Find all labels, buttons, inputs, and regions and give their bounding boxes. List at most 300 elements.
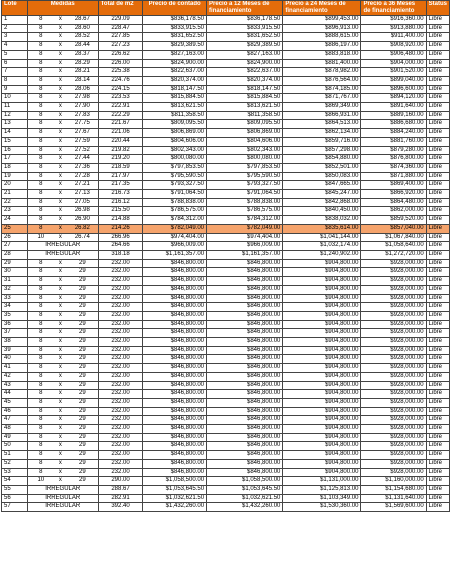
cell-contado: $813,621.50 <box>143 103 207 112</box>
cell-contado: $788,838.00 <box>143 198 207 207</box>
cell-medida-frente: 10 <box>27 233 54 242</box>
cell-total-m2: 224.76 <box>98 76 143 85</box>
cell-total-m2: 215.50 <box>98 207 143 216</box>
cell-36-meses: $928,000.00 <box>361 355 426 364</box>
cell-total-m2: 220.44 <box>98 137 143 146</box>
cell-36-meses: $928,000.00 <box>361 311 426 320</box>
cell-12-meses: $831,652.50 <box>207 33 283 42</box>
cell-medida-x: x <box>54 198 67 207</box>
cell-lote: 24 <box>2 216 28 225</box>
cell-status: Libre <box>426 76 449 85</box>
cell-medida-frente: 8 <box>27 303 54 312</box>
cell-status: Libre <box>426 320 449 329</box>
cell-medida-frente: 8 <box>27 76 54 85</box>
cell-24-meses: $1,032,174.00 <box>283 242 361 251</box>
cell-contado: $795,590.50 <box>143 172 207 181</box>
cell-lote: 28 <box>2 250 28 259</box>
table-row <box>2 364 450 373</box>
cell-medida-frente: 10 <box>27 477 54 486</box>
cell-contado: $974,404.00 <box>143 233 207 242</box>
cell-contado: $846,800.00 <box>143 277 207 286</box>
cell-lote: 25 <box>2 224 28 233</box>
cell-status: Libre <box>426 216 449 225</box>
cell-lote: 14 <box>2 129 28 138</box>
cell-36-meses: $901,520.00 <box>361 68 426 77</box>
cell-medida-x: x <box>54 433 67 442</box>
cell-total-m2: 392.40 <box>98 503 143 512</box>
cell-medida-frente: 8 <box>27 442 54 451</box>
cell-24-meses: $904,800.00 <box>283 433 361 442</box>
cell-status: Libre <box>426 207 449 216</box>
cell-contado: $846,800.00 <box>143 433 207 442</box>
cell-total-m2: 232.00 <box>98 294 143 303</box>
cell-total-m2: 216.12 <box>98 198 143 207</box>
cell-status: Libre <box>426 338 449 347</box>
cell-36-meses: $928,000.00 <box>361 390 426 399</box>
cell-total-m2: 232.00 <box>98 372 143 381</box>
cell-total-m2: 232.00 <box>98 398 143 407</box>
cell-status: Libre <box>426 50 449 59</box>
cell-12-meses: $846,800.00 <box>207 398 283 407</box>
cell-36-meses: $928,000.00 <box>361 451 426 460</box>
cell-medida-frente: 8 <box>27 129 54 138</box>
cell-12-meses: $797,853.50 <box>207 163 283 172</box>
cell-contado: $1,161,357.00 <box>143 250 207 259</box>
cell-24-meses: $896,913.00 <box>283 24 361 33</box>
cell-medida-frente: 8 <box>27 407 54 416</box>
cell-36-meses: $859,520.00 <box>361 216 426 225</box>
cell-lote: 47 <box>2 416 28 425</box>
cell-36-meses: $864,480.00 <box>361 198 426 207</box>
cell-36-meses: $928,000.00 <box>361 468 426 477</box>
cell-status: Libre <box>426 425 449 434</box>
cell-medida-fondo: 27.59 <box>67 137 98 146</box>
table-row <box>2 16 450 25</box>
cell-medida-x: x <box>54 59 67 68</box>
cell-contado: $846,800.00 <box>143 259 207 268</box>
cell-total-m2: 214.88 <box>98 216 143 225</box>
cell-medida-fondo: 28.29 <box>67 59 98 68</box>
cell-medida-fondo: 29 <box>67 320 98 329</box>
cell-medida-fondo: 26.90 <box>67 216 98 225</box>
cell-medida-frente: 8 <box>27 364 54 373</box>
cell-medida-x: x <box>54 129 67 138</box>
cell-36-meses: $866,920.00 <box>361 190 426 199</box>
cell-total-m2: 223.53 <box>98 94 143 103</box>
cell-medida-fondo: 29 <box>67 416 98 425</box>
cell-medida-x: x <box>54 442 67 451</box>
cell-36-meses: $928,000.00 <box>361 381 426 390</box>
cell-12-meses: $846,800.00 <box>207 442 283 451</box>
cell-medida-fondo: 29 <box>67 311 98 320</box>
cell-contado: $797,853.50 <box>143 163 207 172</box>
cell-medida-x: x <box>54 372 67 381</box>
cell-medida-frente: 8 <box>27 50 54 59</box>
cell-status: Libre <box>426 59 449 68</box>
cell-medida-frente: 8 <box>27 433 54 442</box>
cell-medida-x: x <box>54 416 67 425</box>
table-row <box>2 381 450 390</box>
cell-24-meses: $840,450.00 <box>283 207 361 216</box>
cell-total-m2: 225.38 <box>98 68 143 77</box>
cell-medida-fondo: 28.14 <box>67 76 98 85</box>
cell-24-meses: $1,125,813.00 <box>283 485 361 494</box>
cell-medida-frente: 8 <box>27 329 54 338</box>
cell-medida-x: x <box>54 364 67 373</box>
cell-medida-x: x <box>54 451 67 460</box>
cell-medida-fondo: 28.52 <box>67 33 98 42</box>
cell-medida-x: x <box>54 285 67 294</box>
cell-36-meses: $871,880.00 <box>361 172 426 181</box>
cell-medida-frente: 8 <box>27 259 54 268</box>
cell-contado: $827,163.00 <box>143 50 207 59</box>
cell-contado: $846,800.00 <box>143 468 207 477</box>
cell-status: Libre <box>426 503 449 512</box>
cell-medida-frente: 8 <box>27 172 54 181</box>
cell-medida-fondo: 27.28 <box>67 172 98 181</box>
table-row <box>2 485 450 494</box>
cell-medida-fondo: 26.98 <box>67 207 98 216</box>
cell-lote: 43 <box>2 381 28 390</box>
cell-24-meses: $904,800.00 <box>283 442 361 451</box>
cell-24-meses: $850,083.00 <box>283 172 361 181</box>
cell-total-m2: 229.09 <box>98 16 143 25</box>
cell-36-meses: $928,000.00 <box>361 416 426 425</box>
cell-lote: 52 <box>2 459 28 468</box>
table-row <box>2 398 450 407</box>
cell-medida-x: x <box>54 120 67 129</box>
cell-36-meses: $881,760.00 <box>361 137 426 146</box>
cell-24-meses: $876,564.00 <box>283 76 361 85</box>
cell-24-meses: $904,800.00 <box>283 311 361 320</box>
cell-medida-fondo: 29 <box>67 259 98 268</box>
cell-12-meses: $846,800.00 <box>207 355 283 364</box>
cell-total-m2: 232.00 <box>98 277 143 286</box>
cell-medida-x: x <box>54 155 67 164</box>
table-row <box>2 146 450 155</box>
cell-medida-fondo: 29 <box>67 442 98 451</box>
cell-medidas-irregular: IRREGULAR <box>27 503 98 512</box>
cell-12-meses: $1,161,357.00 <box>207 250 283 259</box>
cell-medida-x: x <box>54 398 67 407</box>
cell-status: Libre <box>426 111 449 120</box>
cell-contado: $791,064.50 <box>143 190 207 199</box>
cell-medida-x: x <box>54 381 67 390</box>
cell-36-meses: $928,000.00 <box>361 320 426 329</box>
cell-status: Libre <box>426 390 449 399</box>
table-row <box>2 129 450 138</box>
cell-status: Libre <box>426 172 449 181</box>
cell-medida-fondo: 29 <box>67 381 98 390</box>
cell-medida-fondo: 28.60 <box>67 24 98 33</box>
cell-contado: $804,606.00 <box>143 137 207 146</box>
cell-36-meses: $928,000.00 <box>361 268 426 277</box>
cell-contado: $786,575.00 <box>143 207 207 216</box>
cell-medida-x: x <box>54 294 67 303</box>
cell-24-meses: $904,800.00 <box>283 303 361 312</box>
price-table <box>1 0 450 512</box>
cell-medida-frente: 8 <box>27 146 54 155</box>
cell-status: Libre <box>426 303 449 312</box>
cell-lote: 7 <box>2 68 28 77</box>
cell-36-meses: $869,400.00 <box>361 181 426 190</box>
cell-medida-fondo: 29 <box>67 477 98 486</box>
cell-medida-fondo: 28.37 <box>67 50 98 59</box>
cell-status: Libre <box>426 268 449 277</box>
cell-contado: $800,080.00 <box>143 155 207 164</box>
cell-contado: $836,178.50 <box>143 16 207 25</box>
cell-medida-frente: 8 <box>27 294 54 303</box>
cell-medida-frente: 8 <box>27 198 54 207</box>
header-36-meses: Precio a 36 Meses de financiamiento <box>361 1 426 16</box>
cell-36-meses: $1,569,600.00 <box>361 503 426 512</box>
cell-medida-x: x <box>54 146 67 155</box>
cell-36-meses: $1,272,720.00 <box>361 250 426 259</box>
cell-36-meses: $906,480.00 <box>361 50 426 59</box>
cell-medida-fondo: 29 <box>67 329 98 338</box>
cell-36-meses: $1,058,640.00 <box>361 242 426 251</box>
cell-total-m2: 217.35 <box>98 181 143 190</box>
cell-24-meses: $1,530,360.00 <box>283 503 361 512</box>
cell-status: Libre <box>426 355 449 364</box>
cell-contado: $846,800.00 <box>143 285 207 294</box>
cell-status: Libre <box>426 129 449 138</box>
cell-medida-x: x <box>54 94 67 103</box>
cell-24-meses: $904,800.00 <box>283 346 361 355</box>
cell-total-m2: 232.00 <box>98 425 143 434</box>
cell-24-meses: $904,800.00 <box>283 364 361 373</box>
cell-contado: $1,058,500.00 <box>143 477 207 486</box>
cell-medida-fondo: 26.82 <box>67 224 98 233</box>
cell-contado: $846,800.00 <box>143 459 207 468</box>
cell-24-meses: $904,800.00 <box>283 329 361 338</box>
header-total-m2: Total de m2 <box>98 1 143 16</box>
cell-total-m2: 216.73 <box>98 190 143 199</box>
cell-total-m2: 227.85 <box>98 33 143 42</box>
cell-12-meses: $846,800.00 <box>207 451 283 460</box>
table-row <box>2 259 450 268</box>
table-row <box>2 425 450 434</box>
cell-12-meses: $846,800.00 <box>207 259 283 268</box>
cell-status: Libre <box>426 285 449 294</box>
cell-lote: 20 <box>2 181 28 190</box>
cell-total-m2: 226.62 <box>98 50 143 59</box>
cell-status: Libre <box>426 103 449 112</box>
cell-12-meses: $836,178.50 <box>207 16 283 25</box>
cell-medida-x: x <box>54 459 67 468</box>
cell-medida-x: x <box>54 42 67 51</box>
cell-24-meses: $904,800.00 <box>283 259 361 268</box>
cell-24-meses: $899,453.00 <box>283 16 361 25</box>
cell-24-meses: $838,032.00 <box>283 216 361 225</box>
cell-medidas-irregular: IRREGULAR <box>27 242 98 251</box>
cell-medida-x: x <box>54 216 67 225</box>
table-row <box>2 59 450 68</box>
cell-24-meses: $842,868.00 <box>283 198 361 207</box>
cell-24-meses: $1,131,000.00 <box>283 477 361 486</box>
cell-contado: $820,374.00 <box>143 76 207 85</box>
cell-status: Libre <box>426 381 449 390</box>
cell-contado: $1,432,260.00 <box>143 503 207 512</box>
cell-12-meses: $820,374.00 <box>207 76 283 85</box>
cell-medida-fondo: 29 <box>67 285 98 294</box>
cell-status: Libre <box>426 94 449 103</box>
table-row <box>2 442 450 451</box>
cell-contado: $846,800.00 <box>143 320 207 329</box>
cell-total-m2: 232.00 <box>98 268 143 277</box>
table-row <box>2 111 450 120</box>
cell-12-meses: $974,404.00 <box>207 233 283 242</box>
cell-total-m2: 232.00 <box>98 451 143 460</box>
cell-12-meses: $846,800.00 <box>207 407 283 416</box>
table-row <box>2 233 450 242</box>
cell-medida-fondo: 29 <box>67 303 98 312</box>
cell-24-meses: $904,800.00 <box>283 338 361 347</box>
cell-lote: 17 <box>2 155 28 164</box>
cell-12-meses: $846,800.00 <box>207 277 283 286</box>
cell-contado: $846,800.00 <box>143 451 207 460</box>
cell-12-meses: $824,900.00 <box>207 59 283 68</box>
table-row <box>2 24 450 33</box>
table-row <box>2 459 450 468</box>
cell-24-meses: $904,800.00 <box>283 268 361 277</box>
cell-24-meses: $904,800.00 <box>283 425 361 434</box>
cell-24-meses: $904,800.00 <box>283 468 361 477</box>
cell-medida-frente: 8 <box>27 103 54 112</box>
cell-total-m2: 222.29 <box>98 111 143 120</box>
cell-medida-fondo: 29 <box>67 346 98 355</box>
cell-status: Libre <box>426 485 449 494</box>
cell-36-meses: $889,160.00 <box>361 111 426 120</box>
cell-lote: 54 <box>2 477 28 486</box>
cell-medida-frente: 8 <box>27 425 54 434</box>
cell-status: Libre <box>426 68 449 77</box>
cell-medida-x: x <box>54 338 67 347</box>
cell-medida-fondo: 26.74 <box>67 233 98 242</box>
cell-status: Libre <box>426 42 449 51</box>
cell-36-meses: $928,000.00 <box>361 398 426 407</box>
cell-status: Libre <box>426 407 449 416</box>
cell-total-m2: 217.97 <box>98 172 143 181</box>
cell-medida-frente: 8 <box>27 163 54 172</box>
cell-medida-frente: 8 <box>27 181 54 190</box>
cell-medida-frente: 8 <box>27 268 54 277</box>
cell-medida-frente: 8 <box>27 346 54 355</box>
cell-36-meses: $928,000.00 <box>361 442 426 451</box>
table-row <box>2 181 450 190</box>
cell-36-meses: $904,000.00 <box>361 59 426 68</box>
cell-contado: $846,800.00 <box>143 303 207 312</box>
cell-12-meses: $795,590.50 <box>207 172 283 181</box>
cell-24-meses: $904,800.00 <box>283 294 361 303</box>
cell-contado: $846,800.00 <box>143 311 207 320</box>
cell-medida-x: x <box>54 277 67 286</box>
cell-medida-x: x <box>54 68 67 77</box>
cell-12-meses: $804,606.00 <box>207 137 283 146</box>
table-row <box>2 103 450 112</box>
cell-lote: 18 <box>2 163 28 172</box>
cell-total-m2: 232.00 <box>98 381 143 390</box>
cell-total-m2: 227.23 <box>98 42 143 51</box>
table-row <box>2 242 450 251</box>
cell-total-m2: 219.20 <box>98 155 143 164</box>
cell-status: Libre <box>426 146 449 155</box>
cell-medida-fondo: 27.67 <box>67 129 98 138</box>
cell-status: Libre <box>426 24 449 33</box>
cell-medida-frente: 8 <box>27 311 54 320</box>
cell-status: Libre <box>426 259 449 268</box>
cell-36-meses: $876,800.00 <box>361 155 426 164</box>
cell-lote: 4 <box>2 42 28 51</box>
cell-24-meses: $904,800.00 <box>283 390 361 399</box>
cell-medida-frente: 8 <box>27 390 54 399</box>
cell-24-meses: $864,513.00 <box>283 120 361 129</box>
cell-lote: 51 <box>2 451 28 460</box>
cell-contado: $811,358.50 <box>143 111 207 120</box>
cell-lote: 33 <box>2 294 28 303</box>
table-row <box>2 416 450 425</box>
cell-36-meses: $916,360.00 <box>361 16 426 25</box>
cell-12-meses: $846,800.00 <box>207 346 283 355</box>
cell-medida-fondo: 29 <box>67 459 98 468</box>
cell-medida-frente: 8 <box>27 285 54 294</box>
cell-total-m2: 264.66 <box>98 242 143 251</box>
cell-contado: $846,800.00 <box>143 390 207 399</box>
cell-contado: $831,652.50 <box>143 33 207 42</box>
cell-medida-x: x <box>54 320 67 329</box>
table-row <box>2 433 450 442</box>
cell-total-m2: 318.18 <box>98 250 143 259</box>
table-row <box>2 277 450 286</box>
table-row <box>2 207 450 216</box>
cell-total-m2: 232.00 <box>98 303 143 312</box>
table-row <box>2 320 450 329</box>
cell-36-meses: $1,067,840.00 <box>361 233 426 242</box>
cell-lote: 5 <box>2 50 28 59</box>
cell-medida-frente: 8 <box>27 381 54 390</box>
cell-contado: $782,049.00 <box>143 224 207 233</box>
cell-12-meses: $846,800.00 <box>207 364 283 373</box>
cell-total-m2: 226.00 <box>98 59 143 68</box>
cell-lote: 36 <box>2 320 28 329</box>
cell-medida-fondo: 27.13 <box>67 190 98 199</box>
cell-status: Libre <box>426 190 449 199</box>
cell-medida-fondo: 29 <box>67 433 98 442</box>
cell-lote: 6 <box>2 59 28 68</box>
cell-36-meses: $911,400.00 <box>361 33 426 42</box>
table-row <box>2 346 450 355</box>
cell-medida-x: x <box>54 33 67 42</box>
cell-24-meses: $859,716.00 <box>283 137 361 146</box>
cell-36-meses: $928,000.00 <box>361 338 426 347</box>
cell-status: Libre <box>426 468 449 477</box>
cell-total-m2: 232.00 <box>98 407 143 416</box>
cell-lote: 12 <box>2 111 28 120</box>
cell-status: Libre <box>426 277 449 286</box>
cell-lote: 37 <box>2 329 28 338</box>
header-medidas: Medidas <box>27 1 98 16</box>
cell-total-m2: 222.91 <box>98 103 143 112</box>
cell-12-meses: $846,800.00 <box>207 468 283 477</box>
cell-medida-x: x <box>54 311 67 320</box>
cell-medida-x: x <box>54 163 67 172</box>
cell-medida-frente: 8 <box>27 42 54 51</box>
cell-36-meses: $928,000.00 <box>361 329 426 338</box>
cell-lote: 48 <box>2 425 28 434</box>
table-row <box>2 285 450 294</box>
cell-status: Libre <box>426 433 449 442</box>
cell-medida-fondo: 29 <box>67 338 98 347</box>
